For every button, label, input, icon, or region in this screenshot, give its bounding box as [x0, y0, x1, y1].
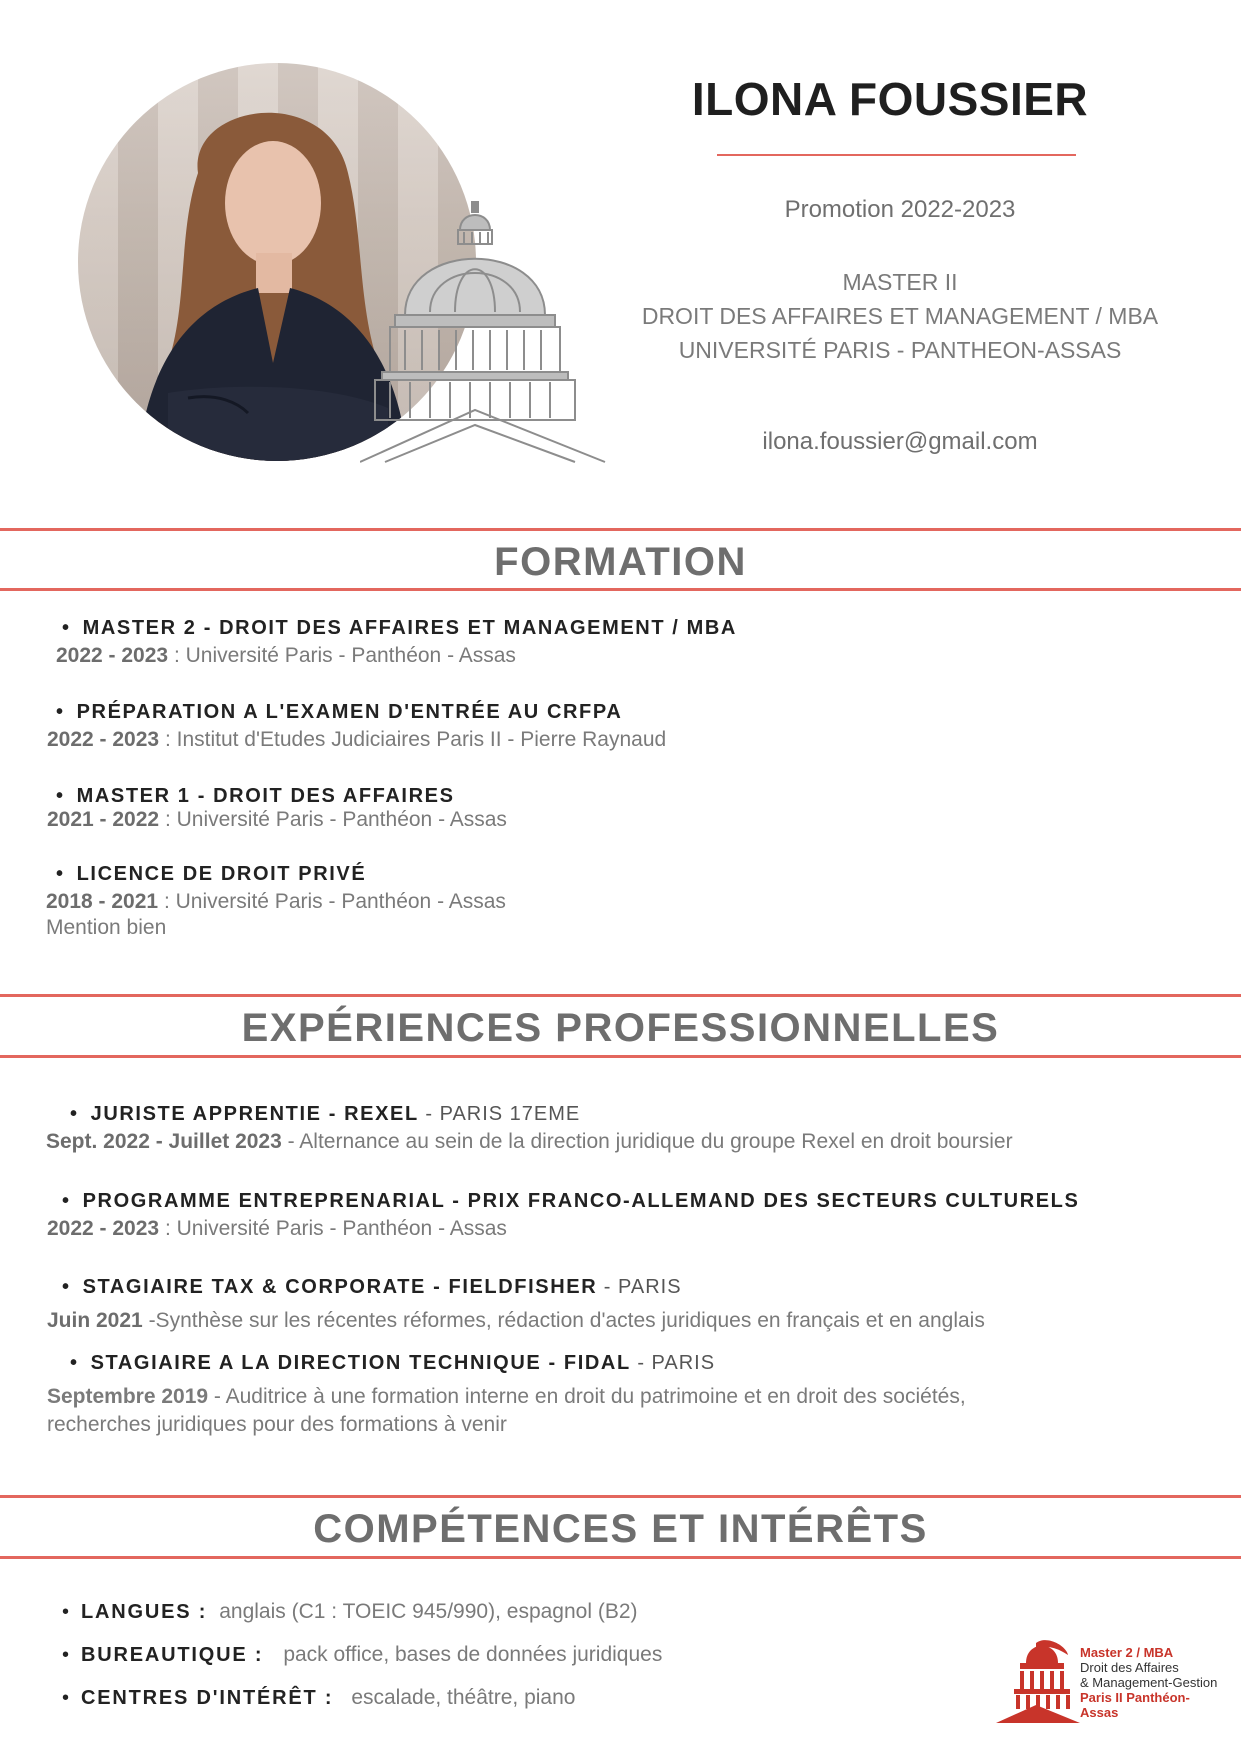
- entry-title: MASTER 2 - DROIT DES AFFAIRES ET MANAGEMENT / MBA: [82, 617, 737, 639]
- formation-item: [47, 701, 1236, 752]
- formation-item: [46, 863, 1236, 940]
- entry-dates: 2022 - 2023: [47, 728, 160, 751]
- bullet: •: [62, 617, 71, 639]
- entry-location: - PARIS: [630, 1352, 716, 1374]
- entry-detail: - Auditrice à une formation interne en droit du patrimoine et en droit des sociétés,: [208, 1385, 966, 1408]
- entry-title: JURISTE APPRENTIE - REXEL: [90, 1103, 419, 1125]
- candidate-name: ILONA FOUSSIER: [691, 73, 1089, 125]
- skill-value: anglais (C1 : TOEIC 945/990), espagnol (B2): [219, 1600, 638, 1623]
- section-title-formation: FORMATION: [494, 540, 747, 584]
- section-divider: [0, 1495, 1241, 1498]
- bullet: •: [62, 1190, 71, 1212]
- experience-item: [46, 1103, 1241, 1154]
- entry-title: PRÉPARATION A L'EXAMEN D'ENTRÉE AU CRFPA: [76, 701, 623, 723]
- promotion-text: Promotion 2022-2023: [784, 196, 1016, 223]
- bullet: •: [62, 1644, 70, 1666]
- entry-title: MASTER 1 - DROIT DES AFFAIRES: [76, 785, 455, 807]
- entry-detail: : Université Paris - Panthéon - Assas: [159, 808, 507, 831]
- section-divider: [0, 1055, 1241, 1058]
- entry-detail: : Institut d'Etudes Judiciaires Paris II - Pierre Raynaud: [159, 728, 667, 751]
- logo-line: Droit des Affaires: [1080, 1660, 1179, 1675]
- entry-title: STAGIAIRE A LA DIRECTION TECHNIQUE - FIDAL: [90, 1352, 631, 1374]
- formation-item: [47, 785, 1236, 832]
- section-title-skills: COMPÉTENCES ET INTÉRÊTS: [313, 1507, 928, 1551]
- experience-item: [47, 1276, 1241, 1333]
- entry-detail-continued: recherches juridiques pour des formations à venir: [47, 1413, 507, 1436]
- entry-detail: - Alternance au sein de la direction juridique du groupe Rexel en droit boursier: [281, 1130, 1013, 1153]
- skill-item: [62, 1686, 575, 1710]
- skill-item: [62, 1643, 662, 1667]
- logo-line: & Management-Gestion: [1080, 1675, 1218, 1690]
- skill-value: escalade, théâtre, piano: [351, 1686, 576, 1709]
- bullet: •: [56, 863, 65, 885]
- formation-item: [56, 617, 1241, 668]
- degree-line: DROIT DES AFFAIRES ET MANAGEMENT / MBA: [641, 303, 1159, 329]
- section-title-experiences: EXPÉRIENCES PROFESSIONNELLES: [241, 1006, 1000, 1050]
- section-divider: [0, 528, 1241, 531]
- entry-dates: Septembre 2019: [47, 1385, 209, 1408]
- degree-line: UNIVERSITÉ PARIS - PANTHEON-ASSAS: [678, 337, 1122, 363]
- section-divider: [0, 994, 1241, 997]
- logo-line: Master 2 / MBA: [1080, 1645, 1174, 1660]
- entry-detail: -Synthèse sur les récentes réformes, rédaction d'actes juridiques en français et en anglais: [142, 1309, 985, 1332]
- entry-dates: Sept. 2022 - Juillet 2023: [46, 1130, 282, 1153]
- entry-title: LICENCE DE DROIT PRIVÉ: [76, 863, 367, 885]
- email-link[interactable]: ilona.foussier@gmail.com: [762, 428, 1038, 455]
- skill-label: CENTRES D'INTÉRÊT :: [81, 1687, 334, 1709]
- entry-location: - PARIS: [597, 1276, 682, 1298]
- entry-detail: : Université Paris - Panthéon - Assas: [159, 1217, 507, 1240]
- experience-item: [47, 1190, 1241, 1241]
- bullet: •: [56, 701, 65, 723]
- entry-dates: 2018 - 2021: [46, 890, 159, 913]
- skill-label: BUREAUTIQUE :: [81, 1644, 264, 1666]
- experience-item: [47, 1352, 1241, 1439]
- bullet: •: [70, 1352, 79, 1374]
- bullet: •: [56, 785, 65, 807]
- entry-dates: 2022 - 2023: [47, 1217, 160, 1240]
- entry-title: STAGIAIRE TAX & CORPORATE - FIELDFISHER: [82, 1276, 598, 1298]
- bullet: •: [62, 1687, 70, 1709]
- degree-line: MASTER II: [842, 269, 958, 295]
- skill-label: LANGUES :: [81, 1601, 208, 1623]
- logo-line: Paris II Panthéon-Assas: [1080, 1690, 1190, 1720]
- pantheon-logo-icon: [996, 1635, 1080, 1725]
- entry-dates: 2022 - 2023: [56, 644, 169, 667]
- entry-detail: : Université Paris - Panthéon - Assas: [158, 890, 506, 913]
- degree-block: [560, 265, 1240, 367]
- program-logo: [996, 1635, 1228, 1725]
- skill-item: [62, 1600, 638, 1624]
- entry-dates: 2021 - 2022: [47, 808, 160, 831]
- skill-value: pack office, bases de données juridiques: [283, 1643, 663, 1666]
- entry-detail: : Université Paris - Panthéon - Assas: [168, 644, 516, 667]
- section-divider: [0, 588, 1241, 591]
- bullet: •: [62, 1601, 70, 1623]
- section-divider: [0, 1556, 1241, 1559]
- entry-title: PROGRAMME ENTREPRENARIAL - PRIX FRANCO-ALLEMAND DES SECTEURS CULTURELS: [82, 1190, 1080, 1212]
- bullet: •: [70, 1103, 79, 1125]
- entry-dates: Juin 2021: [47, 1309, 143, 1332]
- name-divider: [717, 154, 1076, 156]
- entry-note: Mention bien: [46, 916, 167, 939]
- entry-location: - PARIS 17EME: [418, 1103, 581, 1125]
- bullet: •: [62, 1276, 71, 1298]
